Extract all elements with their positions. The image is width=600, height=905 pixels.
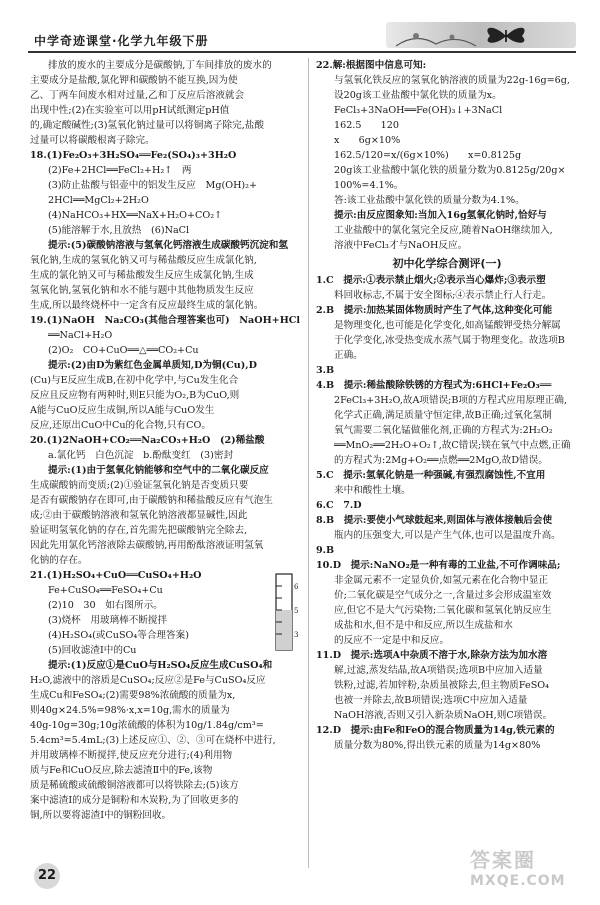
text-line: 反应且反应物有两种时,则E只能为O₂,B为CuO,则 (30, 390, 240, 401)
header-rule (28, 51, 576, 53)
text-line: 成;②由于碳酸钠溶液和氢氧化钠溶液都显碱性,因此 (30, 510, 248, 521)
equation-line: FeCl₃+3NaOH══Fe(OH)₃↓+3NaCl (334, 105, 503, 116)
text-line: 氢氧化钠,氢氧化钠和水不能与题中其他物质发生反应 (30, 285, 254, 296)
watermark-url: MXQE.COM (470, 873, 566, 889)
section-title: 初中化学综合测评(一) (392, 257, 502, 270)
text-line: 铁粉,过滤,若加锌粉,杂质虽被除去,但主物质FeSO₄ (334, 680, 549, 691)
text-line: H₂O,滤液中的溶质是CuSO₄;反应②是Fe与CuSO₄反应 (30, 675, 266, 686)
text-line: 与氢氧化铁反应的氢氧化钠溶液的质量为22g-16g=6g, (334, 75, 570, 86)
text-line: 生成Cu和FeSO₄;(2)需要98%浓硫酸的质量为x, (30, 690, 236, 701)
text-line: 的反应不一定是中和反应。 (334, 635, 450, 646)
answer-22: 22.解:根据图中信息可知: (316, 60, 427, 71)
left-column (30, 58, 302, 823)
text-line: 质是稀硫酸或硫酸铜溶液都可以将铁除去;(5)该方 (30, 780, 239, 791)
text-line: 溶液中FeCl₃才与NaOH反应。 (334, 240, 468, 251)
text-line: 于化学变化,冰受热变成水蒸气属于物理变化。故选项B (334, 335, 565, 346)
column-divider (308, 58, 309, 868)
answer-10: 10.D 提示:NaNO₂是一种有毒的工业盐,不可作调味品; (316, 560, 561, 571)
text-line: 是否有碳酸钠存在即可,由于碳酸钠和稀盐酸反应有气泡生 (30, 495, 273, 506)
answer-1: 1.C 提示:①表示禁止烟火;②表示当心爆炸;③表示塑 (316, 275, 546, 286)
svg-text:5: 5 (294, 607, 299, 615)
text-line: 100%=4.1%。 (334, 180, 404, 191)
text-line: Fe+CuSO₄══FeSO₄+Cu (48, 585, 163, 596)
text-line: 生成碳酸钠而变质;(2)①验证氢氧化钠是否变质只要 (30, 480, 249, 491)
header-banner (386, 22, 576, 48)
text-line: 则40g×24.5%=98%·x,x=10g,需水的质量为 (30, 705, 230, 716)
equation-line: x 6g×10% (334, 135, 401, 146)
answer-5: 5.C 提示:氢氧化钠是一种强碱,有强烈腐蚀性,不宜用 (316, 470, 546, 481)
text-line: 工业盐酸中的氯化氢完全反应,随着NaOH继续加入, (334, 225, 553, 236)
text-line: 排放的废水的主要成分是碳酸钠,丁车间排放的废水的 (48, 60, 272, 71)
text-line: 过量可以将碳酸根离子除完。 (30, 135, 155, 146)
text-line: (3)防止盐酸与铝壶中的铝发生反应 Mg(OH)₂+ (48, 180, 258, 191)
hint-line: 提示:(1)反应①是CuO与H₂SO₄反应生成CuSO₄和 (48, 660, 273, 671)
equation-line: 162.5/120=x/(6g×10%) x=0.8125g (334, 150, 522, 161)
text-line: 化学式正确,满足质量守恒定律,故B正确;过氧化氢制 (334, 410, 552, 421)
text-line: 的,确定酸碱性;(3)氢氧化钠过量可以将铜离子除完,盐酸 (30, 120, 264, 131)
text-line: 质量分数为80%,得出铁元素的质量为14g×80% (334, 740, 541, 751)
text-line: 正确。 (334, 350, 363, 361)
text-line: 的方程式为:2Mg+O₂══点燃══2MgO,故D错误。 (334, 455, 548, 466)
answer-3: 3.B (316, 365, 335, 376)
page-number: 22 (34, 863, 60, 889)
text-line: (4)NaHCO₃+HX══NaX+H₂O+CO₂↑ (48, 210, 223, 221)
text-line: 瓶内的压强变大,可以是产生气体,也可以是温度升高。 (334, 530, 561, 541)
text-line: 应,但它不是大气污染物;二氧化碳和氢氧化钠反应生 (334, 605, 552, 616)
text-line: 价;二氧化碳是空气成分之一,含量过多会形成温室效 (334, 590, 552, 601)
text-line: 生成,所以最终烧杯中一定含有反应最终生成的氯化钠。 (30, 300, 264, 311)
hint-line: 提示:(2)由D为紫红色金属单质知,D为铜(Cu),D (48, 360, 257, 371)
text-line: 化钠的存在。 (30, 555, 88, 566)
text-line: 解,过滤,蒸发结晶,故A项错误;选项B中应加入适量 (334, 665, 543, 676)
text-line: 出现中性;(2)在实验室可以用pH试纸测定pH值 (30, 105, 230, 116)
answer-18: 18.(1)Fe₂O₃+3H₂SO₄══Fe₂(SO₄)₃+3H₂O (30, 150, 237, 161)
text-line: NaOH溶液,否则又引入新杂质NaOH,则C项错误。 (334, 710, 553, 721)
answer-11: 11.D 提示:选项A中杂质不溶于水,除杂方法为加水溶 (316, 650, 548, 661)
hint-line: 提示:(1)由于氢氧化钠能够和空气中的二氧化碳反应 (48, 465, 269, 476)
text-line: (3)烧杯 用玻璃棒不断搅拌 (48, 615, 168, 626)
hint-line: 提示:(5)碳酸钠溶液与氢氧化钙溶液生成碳酸钙沉淀和氢 (48, 240, 288, 251)
text-line: (2)Fe+2HCl══FeCl₂+H₂↑ 两 (48, 165, 192, 176)
text-line: 40g-10g=30g;10g浓硫酸的体积为10g/1.84g/cm³= (30, 720, 264, 731)
page-header (28, 14, 576, 52)
hint-line: 提示:由反应图象知:当加入16g氢氧化钠时,恰好与 (334, 210, 547, 221)
text-line: (5)回收滤渣Ⅰ中的Cu (48, 645, 137, 656)
text-line: ══MnO₂══2H₂O+O₂↑,故C错误;镁在氧气中点燃,正确 (334, 440, 571, 451)
text-line: 20g该工业盐酸中氯化铁的质量分数为0.8125g/20g× (334, 165, 566, 176)
graduated-cylinder-figure (268, 570, 302, 654)
text-line: (5)能溶解于水,且放热 (6)NaCl (48, 225, 190, 236)
text-line: 也被一并除去,故B项错误;选项C中应加入适量 (334, 695, 528, 706)
svg-text:6: 6 (294, 583, 299, 591)
text-line: 乙、丁两车间废水相对过量,乙和丁反应后溶液就会 (30, 90, 245, 101)
answer-8: 8.B 提示:要使小气球鼓起来,则固体与液体接触后会使 (316, 515, 553, 526)
answer-19: 19.(1)NaOH Na₂CO₃(其他合理答案也可) NaOH+HCl (30, 315, 301, 326)
plant-icon (396, 33, 476, 46)
text-line: 设20g该工业盐酸中氯化铁的质量为x。 (334, 90, 502, 101)
text-line: 2FeCl₃+3H₂O,故A项错误;B项的方程式应用原理正确, (334, 395, 568, 406)
answer-6-7: 6.C 7.D (316, 500, 362, 511)
text-line: (4)H₂SO₄(或CuSO₄等合理答案) (48, 630, 189, 641)
text-line: 料回收标志,不属于安全图标;④表示禁止行人行走。 (334, 290, 552, 301)
text-line: 2HCl══MgCl₂+2H₂O (48, 195, 149, 206)
right-column (316, 58, 578, 753)
text-line: (2)10 30 如右图所示。 (48, 600, 163, 611)
text-line: (Cu)与E反应生成B,在初中化学中,与Cu发生化合 (30, 375, 239, 386)
text-line: 是物理变化,也可能是化学变化,如高锰酸钾受热分解属 (334, 320, 561, 331)
answer-21: 21.(1)H₂SO₄+CuO══CuSO₄+H₂O (30, 570, 202, 581)
text-line: 非金属元素不一定显负价,如氢元素在化合物中显正 (334, 575, 549, 586)
text-line: 生成的氯化钠又可与稀盐酸发生反应生成氯化钠,生成 (30, 270, 254, 281)
text-line: 并用玻璃棒不断搅拌,使反应充分进行;(4)利用物 (30, 750, 233, 761)
text-line: 氧化钠,生成的氢氧化钠又可与稀盐酸反应生成氯化钠, (30, 255, 257, 266)
text-line: 5.4cm³=5.4mL;(3)上述反应①、②、③可在烧杯中进行, (30, 735, 276, 746)
svg-text:3: 3 (294, 631, 299, 639)
text-line: 验证明氢氧化钠的存在,首先需先把碳酸钠完全除去, (30, 525, 248, 536)
answer-12: 12.D 提示:由Fe和FeO的混合物质量为14g,铁元素的 (316, 725, 555, 736)
text-line: 案中滤渣Ⅰ的成分是铜粉和木炭粉,为了回收更多的 (30, 795, 239, 806)
text-line: 来中和酸性土壤。 (334, 485, 411, 496)
text-line: ══NaCl+H₂O (48, 330, 113, 341)
text-line: A能与CuO反应生成铜,所以A能与CuO发生 (30, 405, 215, 416)
text-line: 因此先用氯化钙溶液除去碳酸钠,再用酚酞溶液证明氢氧 (30, 540, 264, 551)
book-title: 中学奇迹课堂·化学九年级下册 (34, 34, 209, 48)
text-line: 氧气需要二氧化锰做催化剂,正确的方程式为:2H₂O₂ (334, 425, 553, 436)
text-line: 铜,所以要将滤渣Ⅰ中的铜粉回收。 (30, 810, 172, 821)
butterfly-icon (487, 28, 524, 43)
text-line: 成盐和水,但不是中和反应,所以生成盐和水 (334, 620, 513, 631)
text-line: 答:该工业盐酸中氯化铁的质量分数为4.1%。 (334, 195, 525, 206)
text-line: a.氯化钙 白色沉淀 b.酚酞变红 (3)密封 (48, 450, 234, 461)
text-line: 质与Fe和CuO反应,除去滤渣Ⅱ中的Fe,该物 (30, 765, 213, 776)
answer-9: 9.B (316, 545, 335, 556)
text-line: (2)O₂ CO+CuO══△══CO₂+Cu (48, 345, 199, 356)
site-watermark (470, 848, 588, 900)
answer-4: 4.B 提示:稀盐酸除铁锈的方程式为:6HCl+Fe₂O₃══ (316, 380, 552, 391)
equation-line: 162.5 120 (334, 120, 399, 131)
text-line: 反应,还原出CuO中Cu的化合物,只有CO。 (30, 420, 211, 431)
answer-20: 20.(1)2NaOH+CO₂══Na₂CO₃+H₂O (2)稀盐酸 (30, 435, 265, 446)
watermark-text: 答案圈 (470, 848, 536, 872)
text-line: 主要成分是盐酸,氯化钾和碳酸钠不能互换,因为使 (30, 75, 238, 86)
answer-2: 2.B 提示:加热某固体物质时产生了气体,这种变化可能 (316, 305, 553, 316)
